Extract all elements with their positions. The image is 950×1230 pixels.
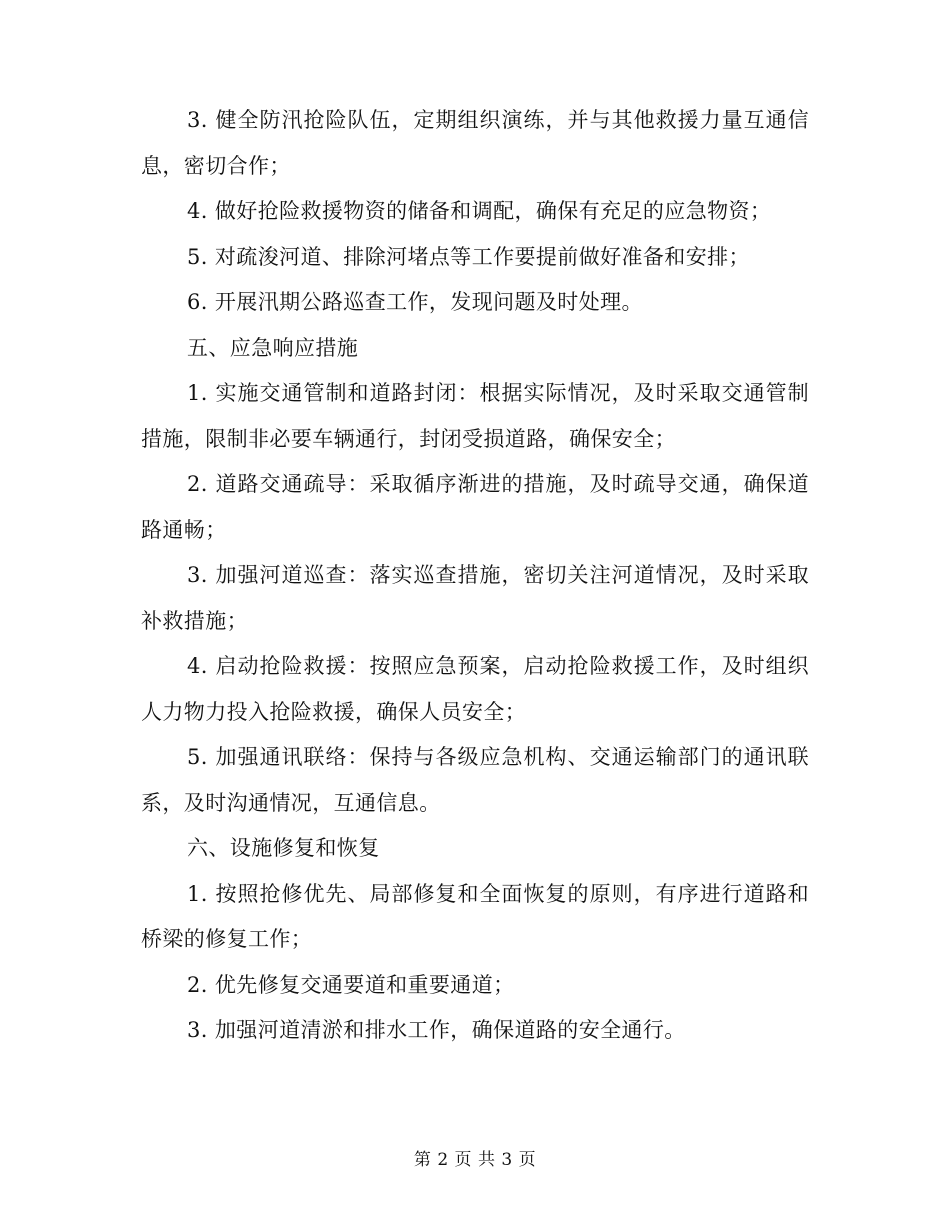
list-item-1-traffic-control: 1. 实施交通管制和道路封闭：根据实际情况，及时采取交通管制措施，限制非必要车辆通行，封闭受损道路，确保安全； bbox=[141, 381, 809, 451]
list-item-4-rescue: 4. 启动抢险救援：按照应急预案，启动抢险救援工作，及时组织人力物力投入抢险救援，确保人员安全； bbox=[141, 654, 809, 724]
list-item-3-flood-team: 3. 健全防汛抢险队伍，定期组织演练，并与其他救援力量互通信息，密切合作； bbox=[141, 108, 809, 178]
list-item-3-drainage: 3. 加强河道清淤和排水工作，确保道路的安全通行。 bbox=[187, 1018, 686, 1042]
page-number-footer: 第 2 页 共 3 页 bbox=[413, 1150, 537, 1170]
list-item-2-priority-repair: 2. 优先修复交通要道和重要通道； bbox=[187, 972, 515, 997]
list-item-3-river-patrol: 3. 加强河道巡查：落实巡查措施，密切关注河道情况，及时采取补救措施； bbox=[141, 563, 809, 633]
document-body bbox=[141, 98, 809, 1054]
list-item-4-supplies: 4. 做好抢险救援物资的储备和调配，确保有充足的应急物资； bbox=[187, 199, 772, 223]
list-item-6-patrol: 6. 开展汛期公路巡查工作，发现问题及时处理。 bbox=[187, 290, 643, 314]
list-item-5-dredging: 5. 对疏浚河道、排除河堵点等工作要提前做好准备和安排； bbox=[187, 244, 750, 269]
section-heading-repair-recovery: 六、设施修复和恢复 bbox=[187, 836, 380, 860]
list-item-1-repair-principle: 1. 按照抢修优先、局部修复和全面恢复的原则，有序进行道路和桥梁的修复工作； bbox=[141, 881, 809, 951]
list-item-5-communication: 5. 加强通讯联络：保持与各级应急机构、交通运输部门的通讯联系，及时沟通情况，互通信息。 bbox=[141, 745, 809, 815]
section-heading-emergency-response: 五、应急响应措施 bbox=[187, 335, 359, 360]
list-item-2-traffic-guidance: 2. 道路交通疏导：采取循序渐进的措施，及时疏导交通，确保道路通畅； bbox=[141, 472, 809, 542]
